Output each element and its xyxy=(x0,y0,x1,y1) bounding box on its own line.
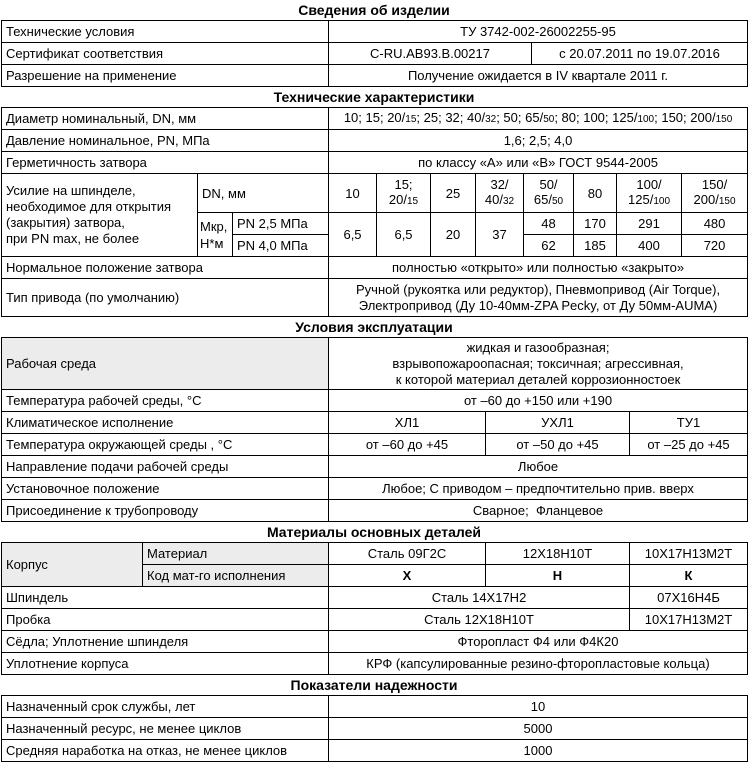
dn-mm-label: DN, мм xyxy=(198,174,329,213)
cert-label: Сертификат соответствия xyxy=(2,43,329,65)
ambient-1: от –60 до +45 xyxy=(329,434,486,456)
perm-value: Получение ожидается в IV квартале 2011 г. xyxy=(329,65,748,87)
climate-1: ХЛ1 xyxy=(329,412,486,434)
temp-value: от –60 до +150 или +190 xyxy=(329,390,748,412)
mat-table xyxy=(1,542,748,675)
pn25-val-2: 170 xyxy=(574,213,617,235)
install-value: Любое; С приводом – предпочтительно прив. вверх xyxy=(329,478,748,500)
body-label: Корпус xyxy=(2,543,143,587)
tech-table xyxy=(1,107,748,317)
drive-label: Тип привода (по умолчанию) xyxy=(2,279,329,317)
dn-col-1: 10 xyxy=(329,174,377,213)
pn25-val-3: 291 xyxy=(617,213,682,235)
ambient-2: от –50 до +45 xyxy=(486,434,630,456)
pn40-label: PN 4,0 МПа xyxy=(233,235,329,257)
install-label: Установочное положение xyxy=(2,478,329,500)
pn25-label: PN 2,5 МПа xyxy=(233,213,329,235)
plug-label: Пробка xyxy=(2,609,329,631)
code-3: К xyxy=(630,565,748,587)
section-title-info: Сведения об изделии xyxy=(298,2,450,18)
cert-period: с 20.07.2011 по 19.07.2016 xyxy=(532,43,748,65)
pn40-val-4: 720 xyxy=(682,235,748,257)
body-seal-label: Уплотнение корпуса xyxy=(2,653,329,675)
pos-label: Нормальное положение затвора xyxy=(2,257,329,279)
climate-label: Климатическое исполнение xyxy=(2,412,329,434)
material-label: Материал xyxy=(143,543,329,565)
dn-col-8: 150/ 200/150 xyxy=(682,174,748,213)
mtbf-label: Средняя наработка на отказ, не менее циклов xyxy=(2,740,329,762)
section-title-rel: Показатели надежности xyxy=(290,677,458,693)
flow-value: Любое xyxy=(329,456,748,478)
seats-label: Сёдла; Уплотнение шпинделя xyxy=(2,631,329,653)
cond-table xyxy=(1,337,748,522)
climate-3: ТУ1 xyxy=(630,412,748,434)
spindle-b: 07Х16Н4Б xyxy=(630,587,748,609)
ambient-3: от –25 до +45 xyxy=(630,434,748,456)
mtbf-value: 1000 xyxy=(329,740,748,762)
tu-label: Технические условия xyxy=(2,21,329,43)
seal-label: Герметичность затвора xyxy=(2,152,329,174)
resource-label: Назначенный ресурс, не менее циклов xyxy=(2,718,329,740)
dn-col-5: 50/ 65/50 xyxy=(524,174,574,213)
merged-3: 20 xyxy=(431,213,476,257)
dn-col-3: 25 xyxy=(431,174,476,213)
rel-table xyxy=(1,695,748,762)
code-label: Код мат-го исполнения xyxy=(143,565,329,587)
merged-2: 6,5 xyxy=(377,213,431,257)
pn-label: Давление номинальное, PN, МПа xyxy=(2,130,329,152)
body-seal-value: КРФ (капсулированные резино-фторопластовые кольца) xyxy=(329,653,748,675)
material-2: 12Х18Н10Т xyxy=(486,543,630,565)
merged-4: 37 xyxy=(476,213,524,257)
pn25-val-1: 48 xyxy=(524,213,574,235)
connect-label: Присоединение к трубопроводу xyxy=(2,500,329,522)
code-1: Х xyxy=(329,565,486,587)
dn-col-7: 100/ 125/100 xyxy=(617,174,682,213)
section-title-cond: Условия эксплуатации xyxy=(295,319,453,335)
seal-value: по классу «А» или «В» ГОСТ 9544-2005 xyxy=(329,152,748,174)
connect-value: Сварное; Фланцевое xyxy=(329,500,748,522)
spindle-a: Сталь 14Х17Н2 xyxy=(329,587,630,609)
life-value: 10 xyxy=(329,696,748,718)
tu-value: ТУ 3742-002-26002255-95 xyxy=(329,21,748,43)
material-3: 10Х17Н13М2Т xyxy=(630,543,748,565)
code-2: Н xyxy=(486,565,630,587)
medium-label: Рабочая среда xyxy=(2,338,329,390)
seats-value: Фторопласт Ф4 или Ф4К20 xyxy=(329,631,748,653)
pn40-val-3: 400 xyxy=(617,235,682,257)
pn-value: 1,6; 2,5; 4,0 xyxy=(329,130,748,152)
cert-number: С-RU.АВ93.В.00217 xyxy=(329,43,532,65)
dn-col-2: 15; 20/15 xyxy=(377,174,431,213)
datasheet xyxy=(1,0,747,762)
section-title-mat: Материалы основных деталей xyxy=(266,524,482,540)
plug-b: 10Х17Н13М2Т xyxy=(630,609,748,631)
perm-label: Разрешение на применение xyxy=(2,65,329,87)
resource-value: 5000 xyxy=(329,718,748,740)
force-label: Усилие на шпинделе, необходимое для открытия (закрытия) затвора, при PN max, не более xyxy=(2,174,198,257)
plug-a: Сталь 12Х18Н10Т xyxy=(329,609,630,631)
pos-value: полностью «открыто» или полностью «закрыто» xyxy=(329,257,748,279)
dn-col-6: 80 xyxy=(574,174,617,213)
medium-value: жидкая и газообразная; взрывопожароопасная; токсичная; агрессивная, к которой материал деталей коррозионностоек xyxy=(329,338,748,390)
material-1: Сталь 09Г2С xyxy=(329,543,486,565)
flow-label: Направление подачи рабочей среды xyxy=(2,456,329,478)
pn40-val-2: 185 xyxy=(574,235,617,257)
climate-2: УХЛ1 xyxy=(486,412,630,434)
pn25-val-4: 480 xyxy=(682,213,748,235)
dn-value: 10; 15; 20/15; 25; 32; 40/32; 50; 65/50; 80; 100; 125/100; 150; 200/150 xyxy=(329,108,748,130)
spindle-label: Шпиндель xyxy=(2,587,329,609)
info-table xyxy=(1,20,748,87)
section-title-tech: Технические характеристики xyxy=(273,89,475,105)
pn40-val-1: 62 xyxy=(524,235,574,257)
ambient-label: Температура окружающей среды , °С xyxy=(2,434,329,456)
mkr-label: Мкр, Н*м xyxy=(198,213,233,257)
merged-1: 6,5 xyxy=(329,213,377,257)
drive-value: Ручной (рукоятка или редуктор), Пневмопривод (Air Torque), Электропривод (Ду 10-40мм-ZPA Pecky, от Ду 50мм-AUMA) xyxy=(329,279,748,317)
life-label: Назначенный срок службы, лет xyxy=(2,696,329,718)
dn-col-4: 32/ 40/32 xyxy=(476,174,524,213)
dn-label: Диаметр номинальный, DN, мм xyxy=(2,108,329,130)
temp-label: Температура рабочей среды, °С xyxy=(2,390,329,412)
